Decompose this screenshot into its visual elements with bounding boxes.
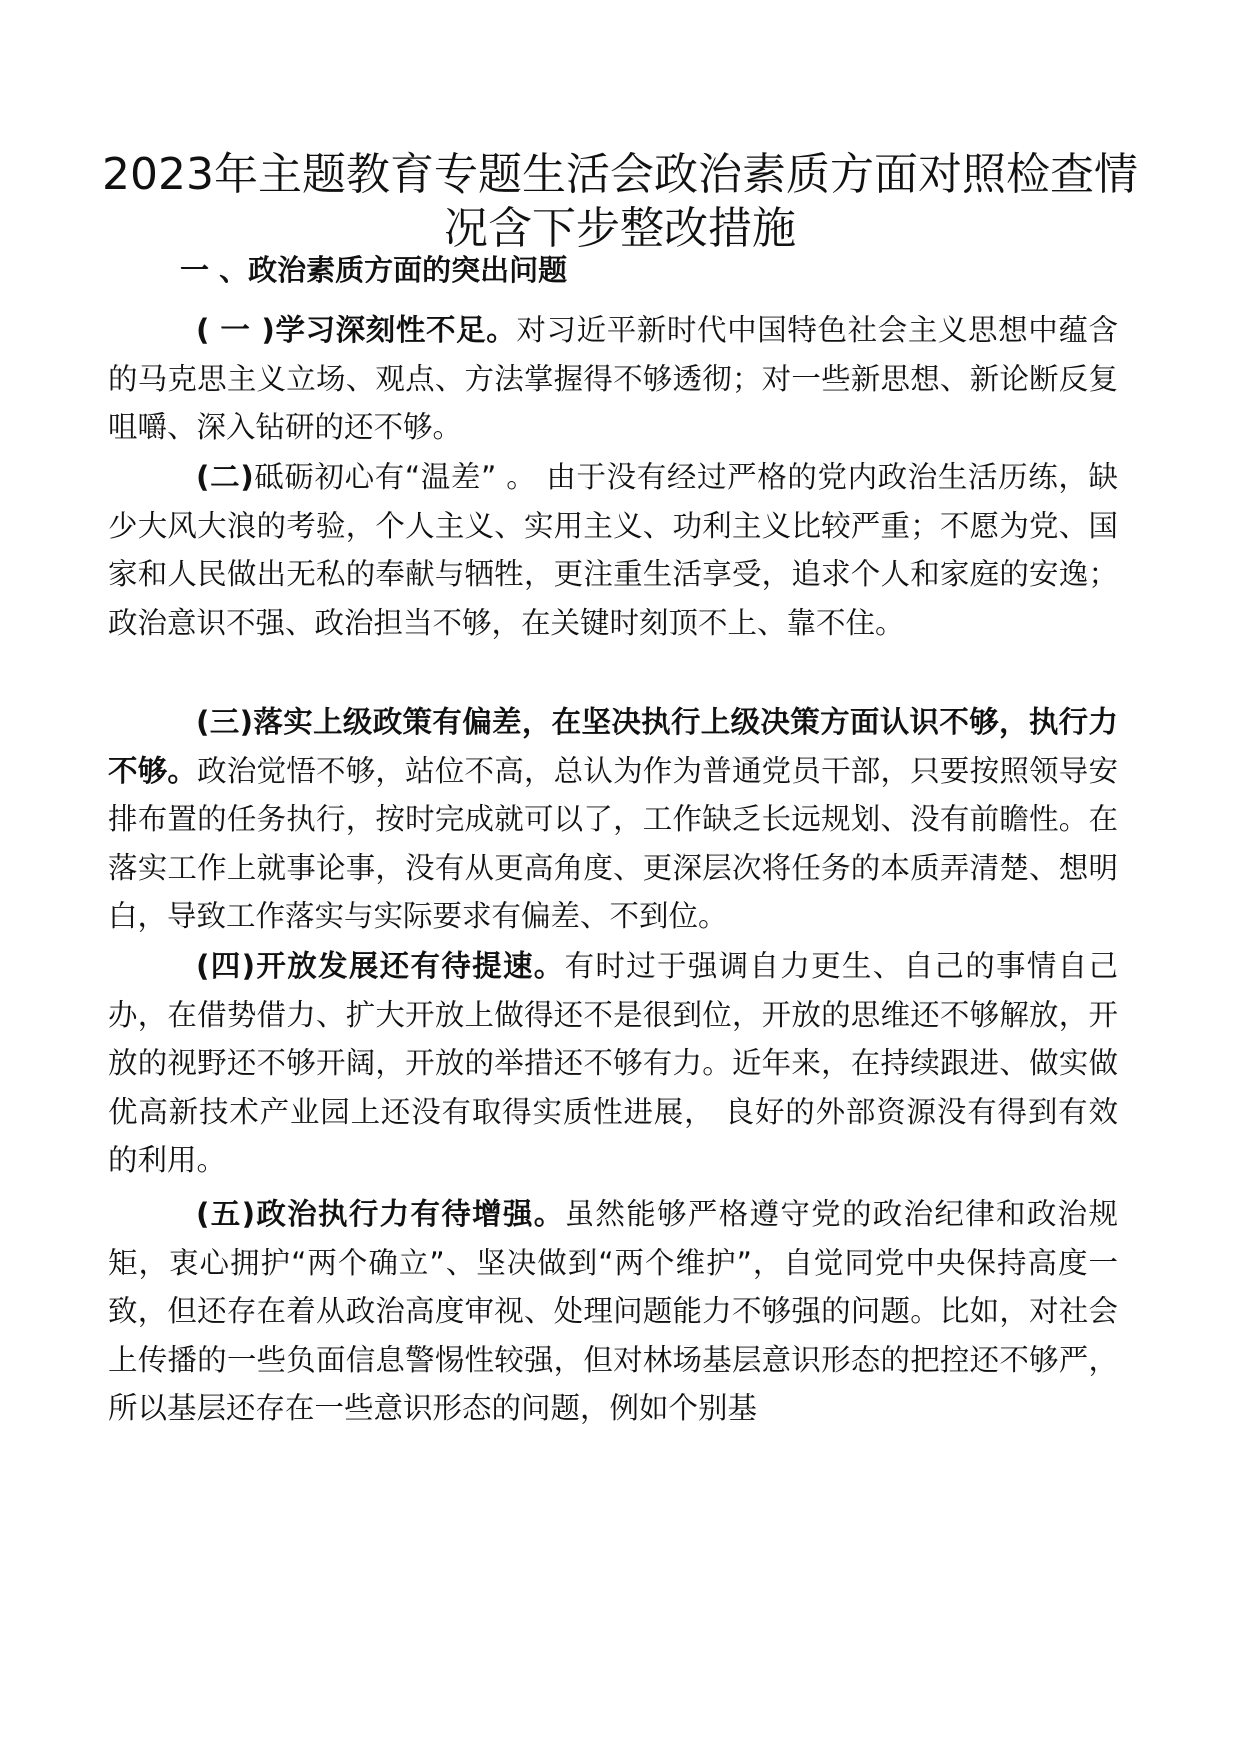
paragraph-3-lead: (三)落实上级政策有偏差，在坚决执行上级决策方面认识不够，执行力不够。 bbox=[108, 705, 1118, 788]
paragraph-4 bbox=[108, 942, 1118, 1185]
paragraph-5-body: 虽然能够严格遵守党的政治纪律和政治规矩，衷心拥护“两个确立”、坚决做到“两个维护”，自觉同党中央保持高度一致，但还存在着从政治高度审视、处理问题能力不够强的问题。比如，对社会上传播的一些负面信息警惕性较强，但对林场基层意识形态的把控还不够严，所以基层还存在一些意识形态的问题，例如个别基 bbox=[108, 1197, 1118, 1425]
paragraph-4-lead: (四)开放发展还有待提速。 bbox=[196, 949, 565, 983]
document-title: 2023年主题教育专题生活会政治素质方面对照检查情况含下步整改措施 bbox=[102, 149, 1138, 254]
paragraph-3-body: 政治觉悟不够，站位不高，总认为作为普通党员干部，只要按照领导安排布置的任务执行，按时完成就可以了，工作缺乏长远规划、没有前瞻性。在落实工作上就事论事，没有从更高角度、更深层次将任务的本质弄清楚、想明白，导致工作落实与实际要求有偏差、不到位。 bbox=[108, 753, 1118, 933]
paragraph-1-body: 对习近平新时代中国特色社会主义思想中蕴含的马克思主义立场、观点、方法掌握得不够透彻；对一些新思想、新论断反复咀嚼、深入钻研的还不够。 bbox=[108, 313, 1118, 444]
paragraph-4-body: 有时过于强调自力更生、自己的事情自己办，在借势借力、扩大开放上做得还不是很到位，开放的思维还不够解放，开放的视野还不够开阔，开放的举措还不够有力。近年来，在持续跟进、做实做优高新技术产业园上还没有取得实质性进展， 良好的外部资源没有得到有效的利用。 bbox=[108, 949, 1118, 1177]
section-heading: 一 、政治素质方面的突出问题 bbox=[180, 253, 568, 287]
paragraph-3 bbox=[108, 698, 1118, 941]
paragraph-1-lead: ( 一 )学习深刻性不足。 bbox=[196, 313, 517, 347]
paragraph-5-lead: (五)政治执行力有待增强。 bbox=[196, 1197, 565, 1231]
paragraph-5 bbox=[108, 1190, 1118, 1433]
paragraph-1 bbox=[108, 306, 1118, 452]
paragraph-2 bbox=[108, 453, 1118, 647]
paragraph-2-lead: (二) bbox=[196, 460, 254, 494]
paragraph-2-body: 砥砺初心有“温差” 。 由于没有经过严格的党内政治生活历练，缺少大风大浪的考验，个人主义、实用主义、功利主义比较严重；不愿为党、国家和人民做出无私的奉献与牺牲，更注重生活享受，追求个人和家庭的安逸；政治意识不强、政治担当不够，在关键时刻顶不上、靠不住。 bbox=[108, 460, 1118, 640]
